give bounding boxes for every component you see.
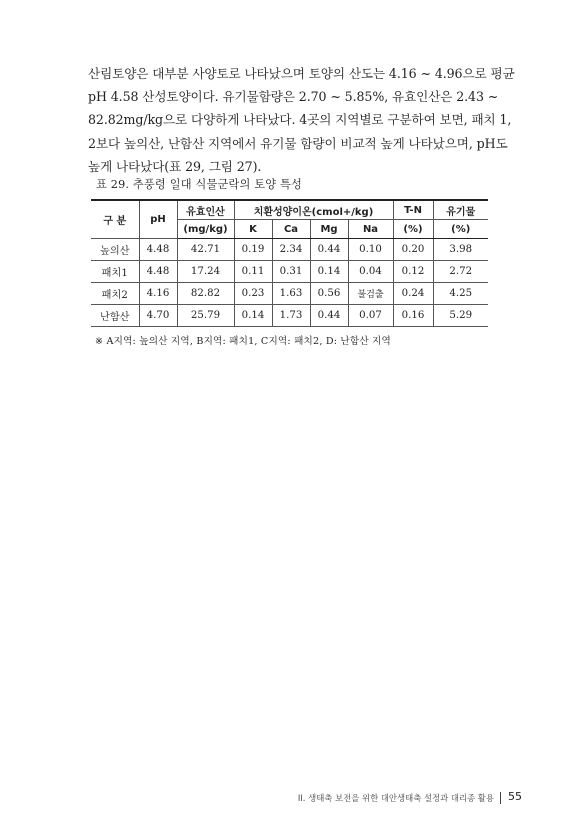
header-mg: Mg (310, 220, 348, 239)
header-tn: T-N (393, 200, 433, 220)
table-row (91, 239, 488, 261)
cell-phosphate: 25.79 (177, 305, 234, 327)
cell-mg: 0.44 (310, 239, 348, 261)
soil-characteristics-table (91, 199, 488, 327)
cell-k: 0.11 (234, 261, 272, 283)
cell-ca: 2.34 (272, 239, 310, 261)
cell-phosphate: 82.82 (177, 283, 234, 305)
table-row (91, 283, 488, 305)
cell-site: 높의산 (91, 239, 139, 261)
cell-na: 0.04 (348, 261, 393, 283)
page-number: 55 (508, 790, 522, 803)
body-paragraph (88, 62, 515, 178)
cell-phosphate: 17.24 (177, 261, 234, 283)
paragraph-line: 82.82mg/kg으로 다양하게 나타났다. 4곳의 지역별로 구분하여 보면, 패치 1, (88, 112, 512, 128)
table-row (91, 305, 488, 327)
cell-site: 난함산 (91, 305, 139, 327)
cell-site: 패치1 (91, 261, 139, 283)
header-k: K (234, 220, 272, 239)
header-ph: pH (139, 200, 177, 239)
cell-tn: 0.20 (393, 239, 433, 261)
header-ca: Ca (272, 220, 310, 239)
header-phosphate: 유효인산 (177, 200, 234, 220)
cell-ca: 0.31 (272, 261, 310, 283)
cell-ca: 1.63 (272, 283, 310, 305)
header-organic: 유기물 (433, 200, 488, 220)
page-footer (0, 790, 576, 806)
header-cation-group: 치환성양이온(cmol+/kg) (234, 200, 393, 220)
header-tn-unit: (%) (393, 220, 433, 239)
cell-tn: 0.12 (393, 261, 433, 283)
cell-mg: 0.56 (310, 283, 348, 305)
cell-phosphate: 42.71 (177, 239, 234, 261)
footer-divider (500, 792, 501, 804)
cell-na: 불검출 (348, 283, 393, 305)
paragraph-line: 높게 나타났다(표 29, 그림 27). (88, 158, 262, 174)
table-footnote: ※ A지역: 높의산 지역, B지역: 패치1, C지역: 패치2, D: 난함산 지역 (95, 336, 391, 347)
cell-ph: 4.48 (139, 239, 177, 261)
header-phosphate-unit: (mg/kg) (177, 220, 234, 239)
paragraph-line: 2보다 높의산, 난함산 지역에서 유기물 함량이 비교적 높게 나타났으며, pH도 (88, 135, 508, 151)
cell-k: 0.19 (234, 239, 272, 261)
cell-organic: 3.98 (433, 239, 488, 261)
table-row (91, 261, 488, 283)
cell-na: 0.10 (348, 239, 393, 261)
cell-na: 0.07 (348, 305, 393, 327)
cell-ca: 1.73 (272, 305, 310, 327)
cell-ph: 4.16 (139, 283, 177, 305)
header-group: 구 분 (91, 200, 139, 239)
paragraph-line: 산림토양은 대부분 사양토로 나타났으며 토양의 산도는 4.16 ~ 4.96으로 평균 (88, 66, 515, 81)
cell-organic: 5.29 (433, 305, 488, 327)
header-na: Na (348, 220, 393, 239)
cell-ph: 4.48 (139, 261, 177, 283)
cell-organic: 4.25 (433, 283, 488, 305)
footer-section-title: II. 생태축 보전을 위한 대안생태축 설정과 대리종 활용 (297, 793, 494, 803)
header-organic-unit: (%) (433, 220, 488, 239)
cell-k: 0.14 (234, 305, 272, 327)
cell-mg: 0.44 (310, 305, 348, 327)
cell-ph: 4.70 (139, 305, 177, 327)
table-caption: 표 29. 추풍령 일대 식물군락의 토양 특성 (96, 178, 303, 191)
cell-k: 0.23 (234, 283, 272, 305)
paragraph-line: pH 4.58 산성토양이다. 유기물함량은 2.70 ~ 5.85%, 유효인산은 2.43 ~ (88, 89, 499, 105)
cell-tn: 0.24 (393, 283, 433, 305)
cell-site: 패치2 (91, 283, 139, 305)
cell-tn: 0.16 (393, 305, 433, 327)
cell-mg: 0.14 (310, 261, 348, 283)
cell-organic: 2.72 (433, 261, 488, 283)
